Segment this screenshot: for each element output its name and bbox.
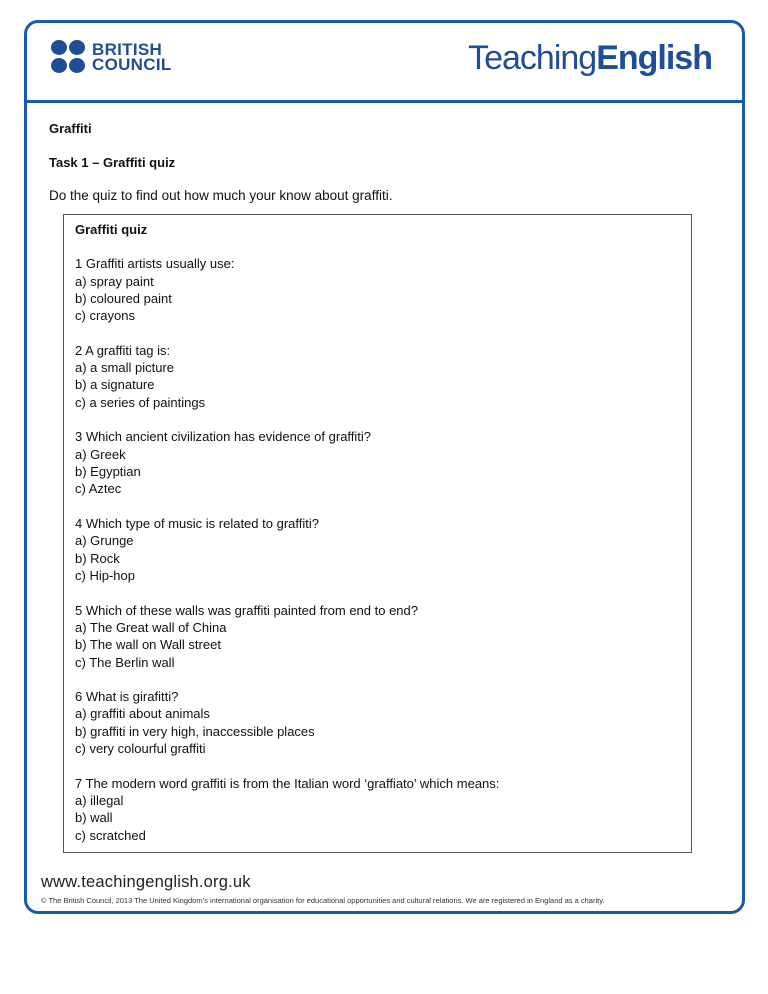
quiz-question [75, 688, 691, 757]
question-text: 7 The modern word graffiti is from the Italian word ‘graffiato’ which means: [75, 775, 500, 791]
site-url: www.teachingenglish.org.uk [41, 873, 251, 891]
quiz-title: Graffiti quiz [75, 222, 148, 237]
answer-option: c) crayons [75, 308, 135, 324]
answer-option: a) Grunge [75, 533, 134, 549]
copyright-notice: © The British Council, 2013 The United Kingdom’s international organisation for educational opportunities and cultural relations. We are registered in England as a charity. [41, 896, 605, 905]
answer-option: c) scratched [75, 827, 146, 843]
question-text: 2 A graffiti tag is: [75, 342, 171, 358]
answer-option: a) a small picture [75, 360, 174, 376]
question-text: 6 What is girafitti? [75, 689, 179, 705]
answer-option: b) wall [75, 810, 113, 826]
page-frame [24, 20, 745, 914]
quiz-question [75, 515, 691, 584]
task-heading: Task 1 – Graffiti quiz [49, 155, 176, 170]
question-text: 1 Graffiti artists usually use: [75, 256, 235, 272]
answer-option: b) Egyptian [75, 464, 141, 480]
answer-option: b) Rock [75, 550, 120, 566]
british-council-logo [51, 40, 172, 74]
answer-option: a) The Great wall of China [75, 619, 227, 635]
task-instruction: Do the quiz to find out how much your know about graffiti. [49, 188, 393, 203]
answer-option: b) a signature [75, 377, 155, 393]
quiz-body [64, 215, 691, 844]
answer-option: a) illegal [75, 793, 124, 809]
document-title: Graffiti [49, 121, 92, 136]
answer-option: a) Greek [75, 446, 126, 462]
answer-option: a) spray paint [75, 273, 154, 289]
teaching-english-logo [468, 39, 712, 78]
question-text: 4 Which type of music is related to graffiti? [75, 516, 319, 532]
page-header [27, 23, 742, 103]
page-footer [41, 873, 605, 905]
document-content [49, 115, 729, 203]
quiz-question [75, 775, 691, 844]
question-text: 5 Which of these walls was graffiti painted from end to end? [75, 602, 419, 618]
answer-option: a) graffiti about animals [75, 706, 210, 722]
british-council-wordmark: BRITISH COUNCIL [92, 40, 172, 74]
answer-option: c) very colourful graffiti [75, 741, 206, 757]
answer-option: c) Aztec [75, 481, 122, 497]
answer-option: c) a series of paintings [75, 394, 206, 410]
answer-option: c) The Berlin wall [75, 654, 175, 670]
quiz-question [75, 342, 691, 411]
answer-option: c) Hip-hop [75, 567, 135, 583]
quiz-question [75, 255, 691, 324]
quiz-question [75, 428, 691, 497]
answer-option: b) coloured paint [75, 290, 172, 306]
quiz-question [75, 602, 691, 671]
question-text: 3 Which ancient civilization has evidence of graffiti? [75, 429, 372, 445]
british-council-dots-icon [51, 40, 87, 74]
logo-teaching: Teaching [468, 39, 597, 77]
quiz-box [63, 214, 692, 853]
answer-option: b) The wall on Wall street [75, 637, 221, 653]
logo-english: English [596, 39, 712, 77]
answer-option: b) graffiti in very high, inaccessible places [75, 723, 315, 739]
